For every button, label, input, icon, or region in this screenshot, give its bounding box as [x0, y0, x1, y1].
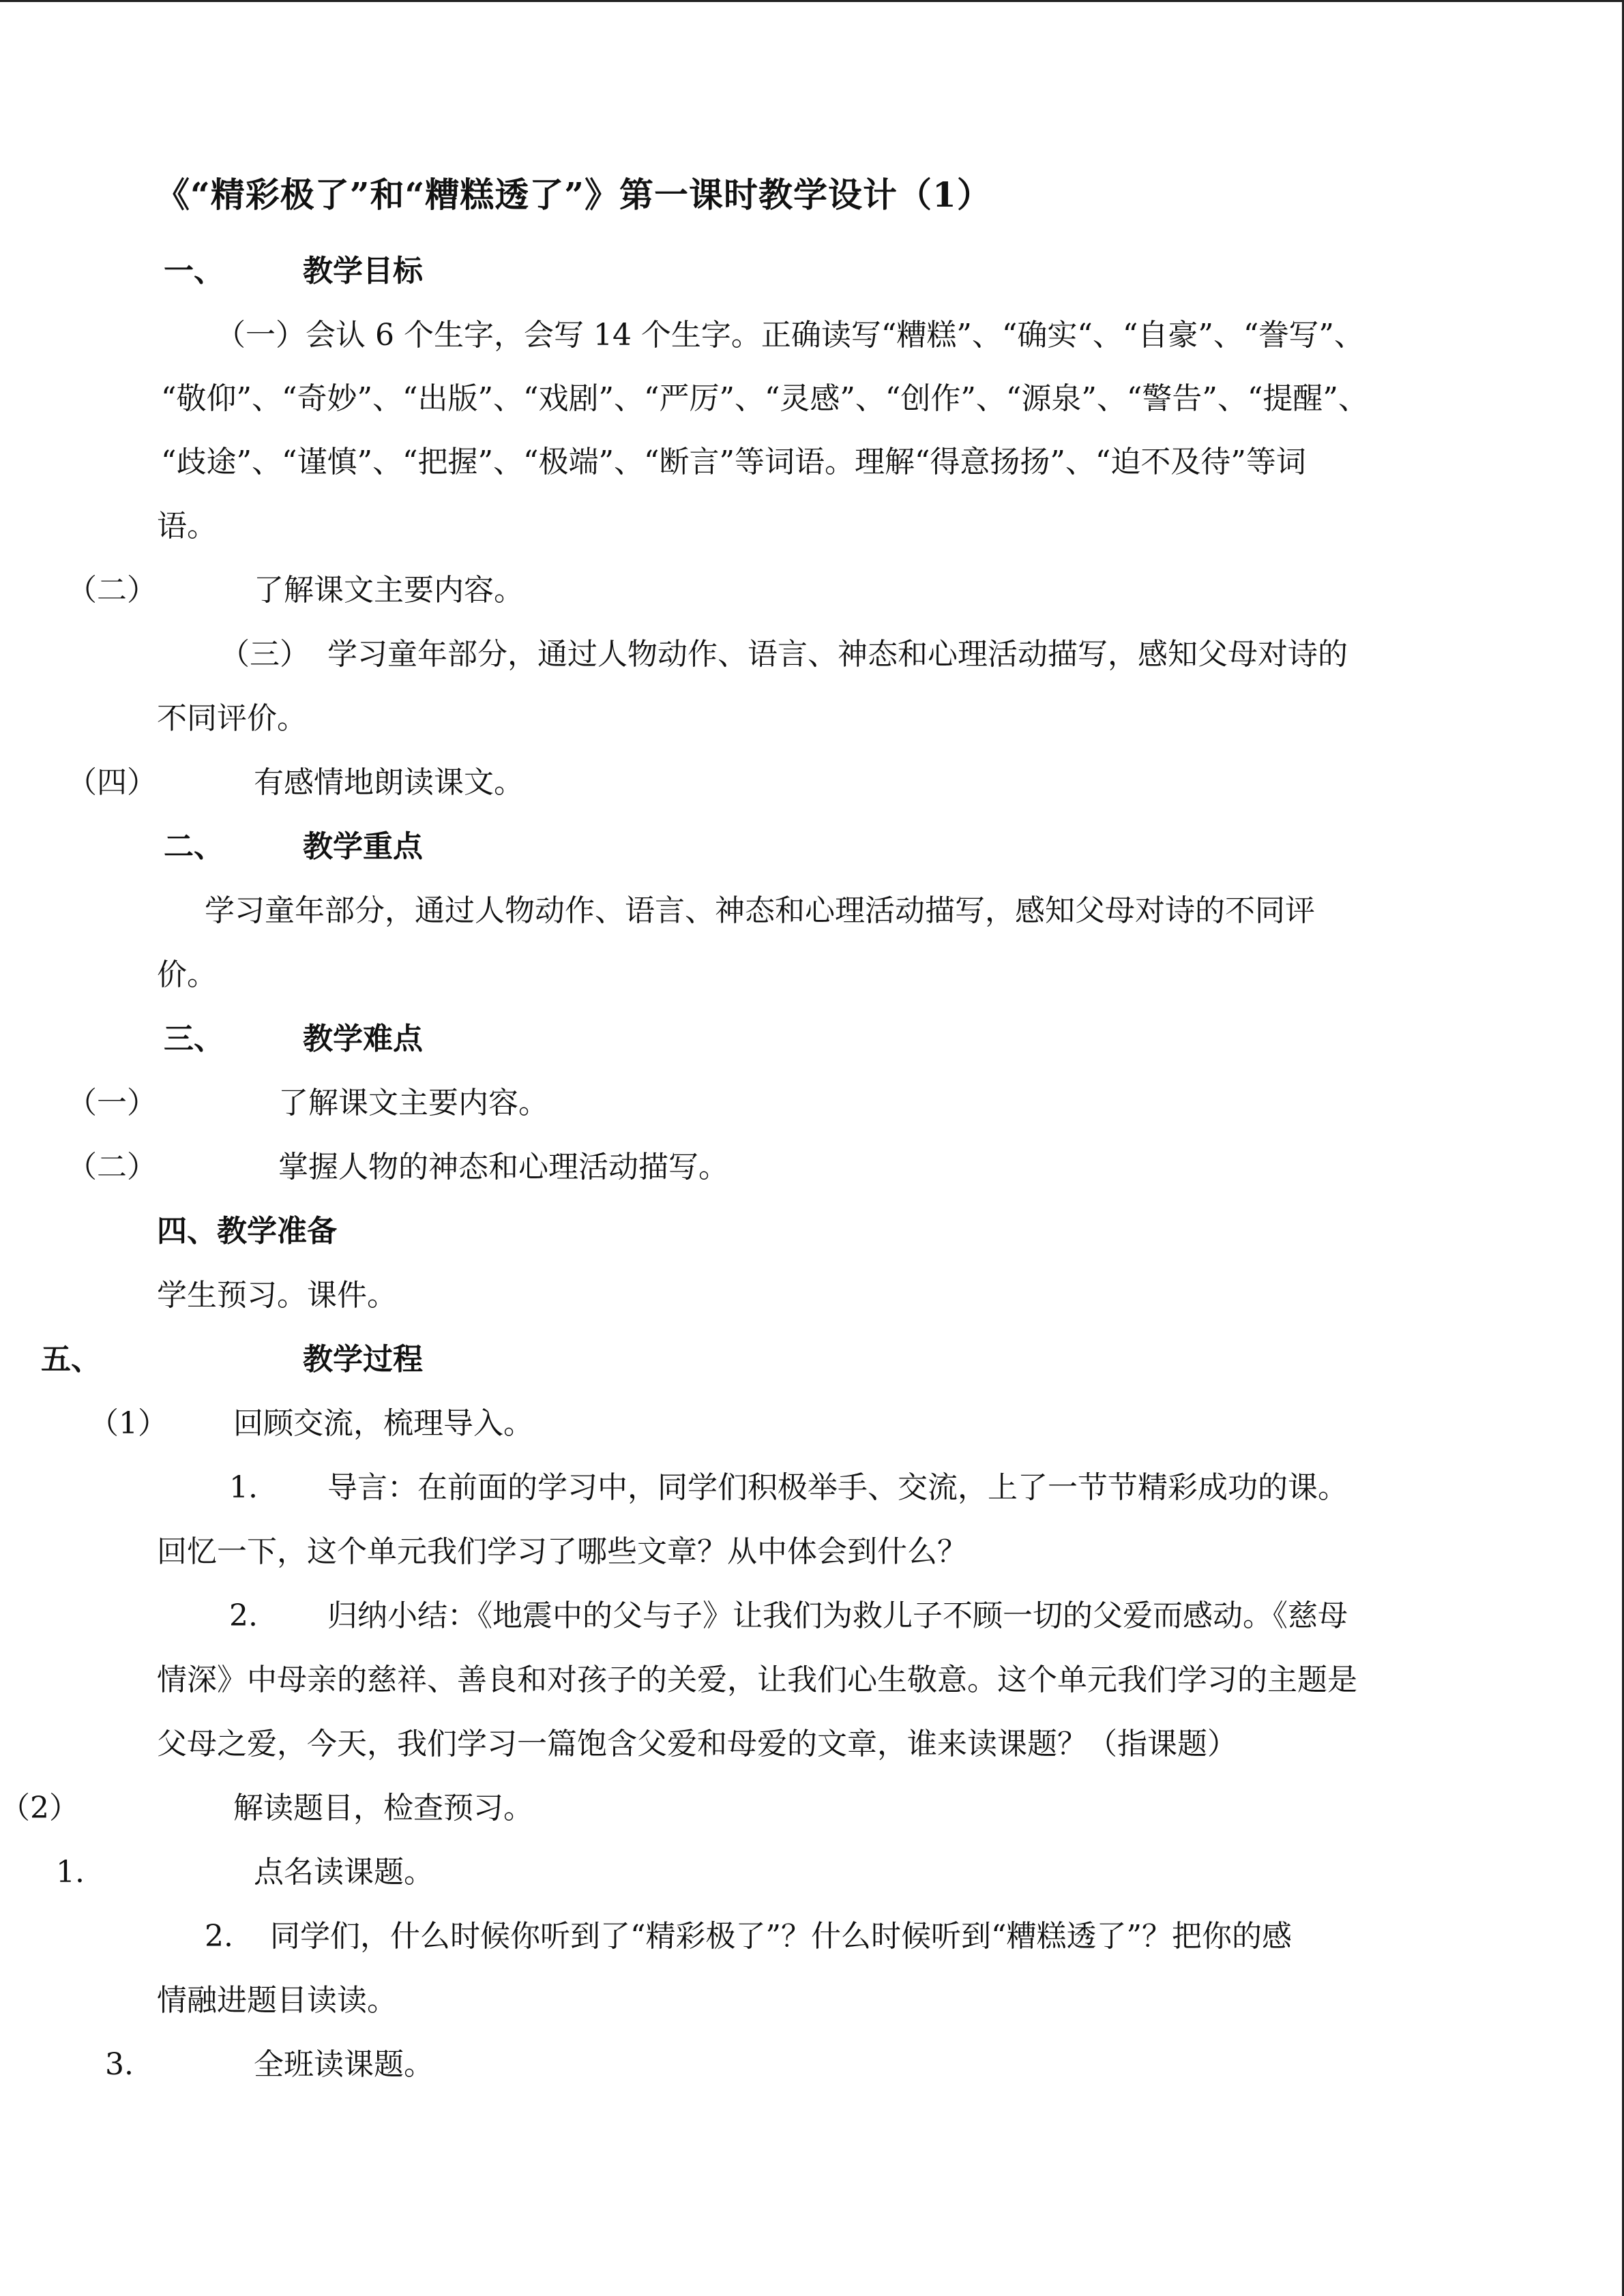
- step1-text: 回顾交流，梳理导入。: [233, 1406, 533, 1441]
- step2-num: （2）: [0, 1791, 79, 1825]
- section1-num: 一、: [164, 254, 224, 288]
- step1-sub1-line1: 导言：在前面的学习中，同学们积极举手、交流，上了一节节精彩成功的课。: [327, 1470, 1348, 1505]
- page-border-top: [0, 0, 1624, 2]
- step1-sub1-num: 1.: [229, 1470, 258, 1505]
- section3-item2-text: 掌握人物的神态和心理活动描写。: [278, 1150, 728, 1184]
- step1-sub2-line3: 父母之爱，今天，我们学习一篇饱含父爱和母爱的文章，谁来读课题？（指课题）: [157, 1727, 1237, 1761]
- step2-sub1-num: 1.: [56, 1855, 85, 1890]
- section3-num: 三、: [164, 1022, 224, 1056]
- step1-num: （1）: [89, 1406, 168, 1441]
- section1-item2-text: 了解课文主要内容。: [254, 573, 524, 608]
- section2-num: 二、: [164, 829, 224, 864]
- section5-num: 五、: [41, 1342, 101, 1377]
- step1-sub2-num: 2.: [229, 1598, 258, 1633]
- step1-sub1-line2: 回忆一下，这个单元我们学习了哪些文章？从中体会到什么？: [157, 1534, 967, 1569]
- page-title: 《“精彩极了”和“糟糕透了”》第一课时教学设计（1）: [156, 175, 992, 215]
- step2-sub2-line1: 同学们，什么时候你听到了“精彩极了”？什么时候听到“糟糕透了”？把你的感: [270, 1919, 1292, 1954]
- step1-sub2-line2: 情深》中母亲的慈祥、善良和对孩子的关爱，让我们心生敬意。这个单元我们学习的主题是: [157, 1663, 1357, 1697]
- section1-item1-line3: “歧途”、“谨慎”、“把握”、“极端”、“断言”等词语。理解“得意扬扬”、“迫不及待”等词: [161, 445, 1306, 479]
- section1-item1-line4: 语。: [157, 509, 217, 543]
- section1-heading: 教学目标: [303, 254, 423, 288]
- section4-heading: 四、教学准备: [157, 1214, 337, 1249]
- section4-text: 学生预习。课件。: [157, 1278, 397, 1313]
- section1-item3-num: （三）: [220, 637, 310, 672]
- section3-item1-text: 了解课文主要内容。: [278, 1086, 548, 1120]
- section2-line2: 价。: [157, 957, 217, 992]
- step1-sub2-line1: 归纳小结：《地震中的父与子》让我们为救儿子不顾一切的父爱而感动。《慈母: [327, 1598, 1348, 1633]
- step2-sub2-line2: 情融进题目读读。: [157, 1983, 397, 2018]
- section3-heading: 教学难点: [303, 1022, 423, 1056]
- section3-item1-num: （一）: [67, 1086, 157, 1120]
- section5-heading: 教学过程: [303, 1342, 423, 1377]
- section2-heading: 教学重点: [303, 829, 423, 864]
- step2-sub3-num: 3.: [105, 2047, 134, 2082]
- section3-item2-num: （二）: [67, 1150, 157, 1184]
- step2-text: 解读题目，检查预习。: [233, 1791, 533, 1825]
- section1-item4-num: （四）: [67, 765, 157, 800]
- section1-item3-line2: 不同评价。: [157, 701, 307, 736]
- section1-item3-line1: 学习童年部分，通过人物动作、语言、神态和心理活动描写，感知父母对诗的: [327, 637, 1348, 672]
- section1-item1-line1: （一）会认 6 个生字，会写 14 个生字。正确读写“糟糕”、“确实“、“自豪”、“誊写”、: [216, 318, 1364, 353]
- step2-sub2-num: 2.: [205, 1919, 233, 1954]
- section1-item1-line2: “敬仰”、“奇妙”、“出版”、“戏剧”、“严厉”、“灵感”、“创作”、“源泉”、“警告”、“提醒”、: [161, 381, 1368, 416]
- step2-sub1-text: 点名读课题。: [254, 1855, 434, 1890]
- step2-sub3-text: 全班读课题。: [254, 2047, 434, 2082]
- section1-item2-num: （二）: [67, 573, 157, 608]
- section2-line1: 学习童年部分，通过人物动作、语言、神态和心理活动描写，感知父母对诗的不同评: [205, 893, 1315, 928]
- section1-item4-text: 有感情地朗读课文。: [254, 765, 524, 800]
